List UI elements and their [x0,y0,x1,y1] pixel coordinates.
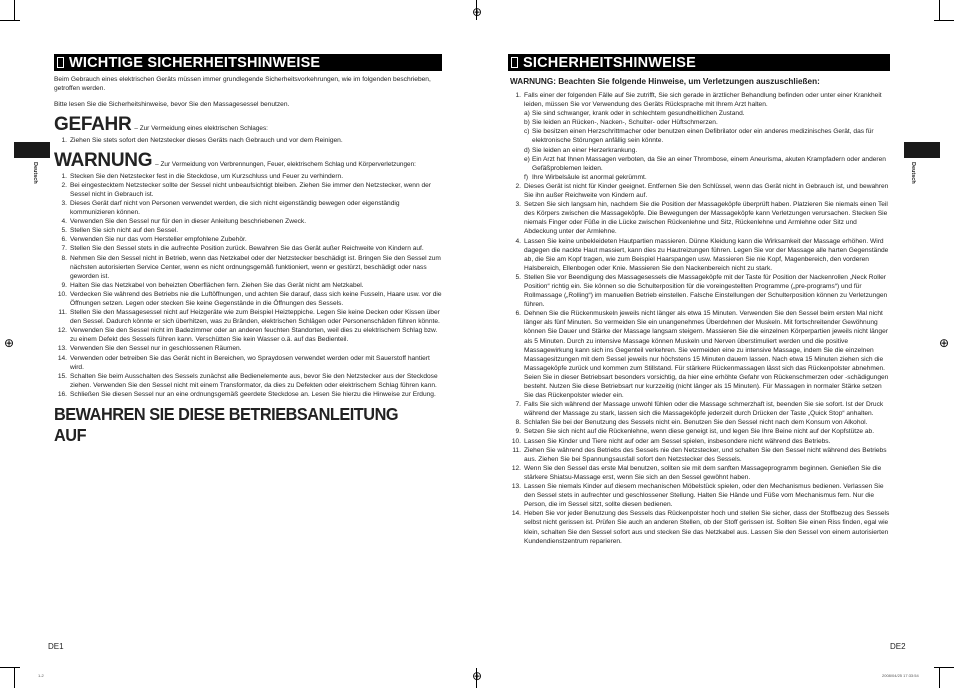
danger-note: – Zur Vermeidung eines elektrischen Schlages: [134,124,268,132]
item-number: 3. [61,199,67,207]
registration-mark-icon: ⊕ [938,336,950,350]
page-number-right: DE2 [890,642,906,651]
item-number: 2. [61,181,67,189]
registration-mark-icon: ⊕ [471,5,483,19]
item-number: 16. [57,390,67,398]
danger-heading [54,114,442,136]
page-number-left: DE1 [48,642,64,651]
item-text: Dehnen Sie die Rückenmuskeln jeweils nicht länger als etwa 15 Minuten. Verwenden Sie den Sessel beim ersten Mal nicht länger als fünf Minuten. So vermeiden Sie ein unangenehmes Überdehnen der Muskeln. Mit fortschreitender Gewöhnung können Sie Dauer und Stärke der Massage langsam steigern. Massieren Sie die einzelnen Körperpartien jeweils nicht länger als 5 Minuten. Durch zu intensive Massage können Muskeln und Nerven überstimuliert werden und die positive Massagewirkung kann sich ins Gegenteil verkehren. Sie vermeiden eine zu intensive Massage, indem Sie die einzelnen Massagesitzungen mit dem Sessel jeweils nur höchstens 15 Minuten dauern lassen. Nach etwa 15 Minuten ziehen sich die Massageköpfe zurück und kommen zum Stillstand. Für stärkere Rückenmassagen lässt sich das Rückenpolster abnehmen. Seien Sie in dieser Betriebsart besonders vorsichtig, da hier eine erhöhte Gefahr von Rückenschmerzen oder -schädigungen besteht. Nutzen Sie diese Betriebsart nur kurzzeitig (nicht länger als 15 Minuten). Für Massagen in normaler Stärke setzen Sie das Rückenpolster wieder ein. [524,310,889,400]
item-number: 1. [61,172,67,180]
item-number: 8. [515,419,521,427]
warning-heading [54,150,442,172]
safety-list [508,91,890,546]
item-text: Stecken Sie den Netzstecker fest in die Steckdose, um Kurzschluss und Feuer zu verhindern. [70,172,344,180]
language-tab-label: Deutsch [32,162,38,184]
item-number: 15. [57,372,67,380]
list-item [54,290,442,308]
sub-letter: d) [524,146,530,154]
item-text: Nehmen Sie den Sessel nicht in Betrieb, wenn das Netzkabel oder der Netzstecker beschädigt ist. Bringen Sie den Sessel zum nächsten autorisierten Service Center, wenn es nicht ordnungsgemäß funktioniert, wenn er gestürzt, beschädigt oder nass geworden ist. [70,254,441,280]
list-item [54,226,442,235]
item-text: Falls Sie sich während der Massage unwohl fühlen oder die Massage schmerzhaft ist, beenden Sie sie sofort. Ist der Druck während der Massage zu stark, lassen sich die Massageköpfe jederzeit durch Drücken der Taste „Quick Stop“ anhalten. [524,401,884,418]
keep-manual-title: BEWAHREN SIE DIESE BETRIEBSANLEITUNG AUF [54,404,399,446]
list-item [508,427,890,436]
list-item [54,172,442,181]
item-text: Schließen Sie diesen Sessel nur an eine ordnungsgemäß geerdete Steckdose an. Lesen Sie hierzu die Hinweise zur Erdung. [70,390,436,398]
list-item [54,199,442,217]
list-item [54,372,442,390]
crop-mark [0,667,20,668]
item-text: Wenn Sie den Sessel das erste Mal benutzen, sollten sie mit dem sanften Massageprogramm beginnen. Genießen Sie die stärkere Shiatsu-Massage erst, wenn Sie sich an den Sessel gewöhnt haben. [524,464,882,481]
registration-mark-icon: ⊕ [3,336,15,350]
sub-text: Sie leiden an einer Herzerkrankung. [532,146,638,154]
list-item [508,273,890,309]
list-item [54,254,442,281]
sub-item [524,127,890,145]
item-text: Verwenden Sie den Sessel nur für den in dieser Anleitung beschriebenen Zweck. [70,218,307,226]
list-item [508,200,890,236]
list-item [508,237,890,273]
item-text: Verwenden Sie den Sessel nicht im Badezimmer oder an anderen feuchten Standorten, weil dies zu elektrischem Schlag bzw. zu einem Defekt des Sessels führen kann. Verschütten Sie kein Wasser o.ä. auf das Bedienteil. [70,327,438,344]
item-number: 5. [515,273,521,281]
item-number: 13. [57,345,67,353]
item1-intro: Falls einer der folgenden Fälle auf Sie zutrifft, Sie sich gerade in ärztlicher Behandlung befinden oder unter einer Krankheit leiden, müssen Sie vor Verwendung des Geräts Rücksprache mit Ihrem Arzt halten. [524,92,882,109]
item-number: 7. [515,401,521,409]
item-number: 7. [61,245,67,253]
header-box-icon [57,57,64,68]
list-item [508,418,890,427]
item-number: 1. [515,92,521,99]
list-item [508,182,890,200]
danger-word: GEFAHR [54,113,132,135]
sub-item [524,109,890,118]
item-text: Schalten Sie beim Ausschalten des Sessels zunächst alle Bedienelemente aus, bevor Sie den Netzstecker aus der Steckdose ziehen. Verwenden Sie den Sessel nicht mit einem Transformator, da dies zu Defekten oder elektrischem Schlag führen kann. [70,372,438,389]
print-timestamp: 2008/04/25 17:33:54 [882,673,919,678]
item-number: 4. [515,237,521,245]
item-number: 10. [511,437,521,445]
item-text: Verdecken Sie während des Betriebs nie die Luftöffnungen, und achten Sie darauf, dass sich keine Fusseln, Haare usw. vor die Öffnungen setzen. Legen oder stecken Sie keine Gegenstände in die Öffnungen des Sessels. [70,290,442,308]
sub-item [524,146,890,155]
item-text: Schlafen Sie bei der Benutzung des Sessels nicht ein. Benutzen Sie den Sessel nicht nach dem Konsum von Alkohol. [524,419,868,427]
section-title: WICHTIGE SICHERHEITSHINWEISE [69,54,321,71]
list-item [508,309,890,400]
list-item [508,91,890,182]
header-box-icon [511,57,518,68]
crop-mark [14,668,15,688]
sub-letter: a) [524,110,530,118]
list-item [508,446,890,464]
item-text: Verwenden Sie nur das vom Hersteller empfohlene Zubehör. [70,236,247,244]
list-item [54,344,442,353]
sub-text: Ihre Wirbelsäule ist anormal gekrümmt. [532,173,647,181]
sub-text: Sie leiden an Rücken-, Nacken-, Schulter- oder Hüftschmerzen. [532,119,718,127]
crop-mark [14,0,15,20]
list-item [54,308,442,326]
item-number: 8. [61,254,67,262]
item-text: Verwenden Sie den Sessel nur in geschlossenen Räumen. [70,345,242,353]
item-number: 6. [61,236,67,244]
item-number: 1. [61,136,67,144]
section-header [508,54,890,71]
item-number: 4. [61,218,67,226]
sub-item [524,173,890,182]
item-number: 2. [515,182,521,190]
list-item [54,326,442,344]
right-page [508,54,890,546]
language-tab-label: Deutsch [910,162,916,184]
warning-note: – Zur Vermeidung von Verbrennungen, Feuer, elektrischem Schlag und Körperverletzungen: [155,160,416,168]
intro-text: Beim Gebrauch eines elektrischen Geräts müssen immer grundlegende Sicherheitsvorkehrungen, wie im folgenden beschrieben, getroffen werden. [54,76,431,93]
item-number: 11. [58,309,67,317]
item-number: 10. [57,290,67,298]
sub-letter: f) [524,173,529,181]
item-number: 9. [515,428,521,436]
sub-list [524,109,890,182]
item-number: 12. [57,327,67,335]
item-text: Dieses Gerät ist nicht für Kinder geeignet. Entfernen Sie den Schlüssel, wenn das Gerät nicht in Gebrauch ist, und bewahren Sie ihn außer Reichweite von Kindern auf. [524,182,889,200]
item-text: Stellen Sie den Massagesessel nicht auf Heizgeräte wie zum Beispiel Heizteppiche. Legen Sie keine Decken oder Kissen über den Sessel. Dadurch könnte er sich überhitzen, was zu Bränden, elektrischen Schlägen oder Personenschäden führen könnte. [70,309,440,326]
crop-mark [934,667,954,668]
item-text: Setzen Sie sich nicht auf die Rückenlehne, wenn diese geneigt ist, und legen Sie Ihre Beine nicht auf der Kopfstütze ab. [524,428,875,436]
item-text: Stellen Sie vor Beendigung des Massagesessels die Massageköpfe mit der Taste für Position der Nackenrollen „Neck Roller Position“ richtig ein. Sie können so die Schulterposition für die voreingestellten Programme („pre-programs“) und für Rollmassage („Rolling“) im manuellen Betrieb einstellen. Falsche Einstellungen der Schulterposition können zu Verletzungen führen. [524,273,888,309]
warning-list [54,172,442,399]
item-number: 14. [57,354,67,362]
warning-word: WARNUNG [54,149,153,171]
sub-text: Sie besitzen einen Herzschrittmacher oder benutzen einen Defibrilator oder ein anderes medizinisches Gerät, das für elektronische Störungen anfällig sein könnte. [532,128,874,145]
item-number: 13. [511,483,521,491]
item-text: Verwenden oder betreiben Sie das Gerät nicht in Bereichen, wo Spraydosen verwendet werden oder mit Sauerstoff hantiert wird. [70,354,430,371]
item-text: Halten Sie das Netzkabel von beheizten Oberflächen fern. Ziehen Sie das Gerät nicht am Netzkabel. [70,281,364,289]
sub-letter: e) [524,155,530,163]
sub-letter: b) [524,119,530,127]
left-page [54,54,442,446]
crop-mark [0,20,20,21]
sub-text: Ein Arzt hat Ihnen Massagen verboten, da Sie an einer Thrombose, einem Aneurisma, akuten Krampfadern oder anderen Gefäßproblemen leiden. [532,155,886,172]
item-text: Lassen Sie Kinder und Tiere nicht auf oder am Sessel spielen, insbesondere nicht während des Betriebs. [524,437,831,445]
sub-letter: c) [524,128,530,136]
language-tab-right [904,142,940,158]
item-number: 6. [515,310,521,318]
item-number: 5. [61,227,67,235]
item-text: Stellen Sie den Sessel stets in die aufrechte Position zurück. Bewahren Sie das Gerät außer Reichweite von Kindern auf. [70,245,424,253]
item-text: Ziehen Sie stets sofort den Netzstecker dieses Geräts nach Gebrauch und vor dem Reinigen. [70,136,343,144]
crop-mark [939,668,940,688]
item-text: Ziehen Sie während des Betriebs des Sessels nie den Netzstecker, und schalten Sie den Sessel nicht während des Betriebs aus. Ziehen Sie bei Spannungsausfall sofort den Netzstecker des Sessels. [524,446,887,463]
list-item [54,217,442,226]
sub-text: Sie sind schwanger, krank oder in schlechtem gesundheitlichen Zustand. [532,110,745,118]
item-text: Heben Sie vor jeder Benutzung des Sessels das Rückenpolster hoch und stellen Sie sicher, dass der Stoffbezug des Sessels selbst nicht gerissen ist. Prüfen Sie auch an anderen Stellen, ob der Stoff gerissen ist. Sollten Sie einen Riss finden, egal wie klein, schalten Sie den Sessel sofort aus und stecken Sie das Netzkabel aus. Lassen Sie den Sessel von einem autorisierten Kundendienstzentrum reparieren. [524,510,890,545]
list-item [54,181,442,199]
registration-mark-icon: ⊕ [471,669,483,683]
crop-mark [939,0,940,20]
list-item [508,437,890,446]
item-text: Lassen Sie keine unbekleideten Hautpartien massieren. Dünne Kleidung kann die Wirksamkeit der Massage erhöhen. Wird dagegen die nackte Haut massiert, kann dies zu Hautreizungen führen. Legen Sie vor der Massage alle harten Gegenstände ab, die Sie am Kopf tragen, wie zum Beispiel Haarspangen usw. Massieren Sie nie Kopf, Magenbereich, den vorderen Halsbereich, Ellenbogen oder Knie. Massieren Sie den Nackenbereich nicht zu stark. [524,237,889,272]
item-text: Lassen Sie niemals Kinder auf diesem mechanischen Möbelstück spielen, oder den Mechanismus bedienen. Verlassen Sie den Sessel stets in aufrechter und geschlossener Stellung. Halten Sie Hände und Füße vom Mechanismus fern. Nur die Person, die im Sessel sitzt, sollte diesen bedienen. [524,483,884,509]
list-item [508,509,890,545]
list-item [54,281,442,290]
item-text: Stellen Sie sich nicht auf den Sessel. [70,227,179,235]
item-text: Dieses Gerät darf nicht von Personen verwendet werden, die sich nicht eigenständig bewegen oder eigenständig kommunizieren können. [70,199,400,217]
section-title: SICHERHEITSHINWEISE [523,54,696,71]
print-code: 1-2 [38,673,44,678]
language-tab-left [14,142,50,158]
list-item [508,464,890,482]
item-number: 3. [515,201,521,209]
warning-heading: WARNUNG: Beachten Sie folgende Hinweise, um Verletzungen auszuschließen: [510,77,820,86]
list-item [54,354,442,372]
crop-mark [934,20,954,21]
section-header [54,54,442,71]
intro-text: Bitte lesen Sie die Sicherheitshinweise, bevor Sie den Massagesessel benutzen. [54,101,290,109]
sub-item [524,118,890,127]
list-item [54,244,442,253]
item-number: 12. [511,464,521,472]
item-text: Bei eingestecktem Netzstecker sollte der Sessel nicht unbeaufsichtigt bleiben. Ziehen Sie immer den Netzstecker, wenn der Sessel nicht in Gebrauch ist. [70,181,432,198]
list-item [54,390,442,399]
item-number: 9. [61,281,67,289]
list-item [508,482,890,509]
danger-list [54,136,442,145]
list-item [54,136,442,145]
list-item [54,235,442,244]
list-item [508,400,890,418]
item-text: Setzen Sie sich langsam hin, nachdem Sie die Position der Massageköpfe überprüft haben. Platzieren Sie niemals einen Teil des Körpers zwischen die Massageköpfe. Die Bewegungen der Massageköpfe kann Verletzungen verursachen. Stecken Sie niemals Finger oder Füße in die Lücke zwischen Rückenlehne und Sitz, Rückenlehne und Armlehne oder Sitz und Abdeckung unter der Armlehne. [524,201,888,236]
item-text [524,91,890,182]
sub-item [524,155,890,173]
item-number: 11. [512,446,521,454]
item-number: 14. [511,510,521,518]
